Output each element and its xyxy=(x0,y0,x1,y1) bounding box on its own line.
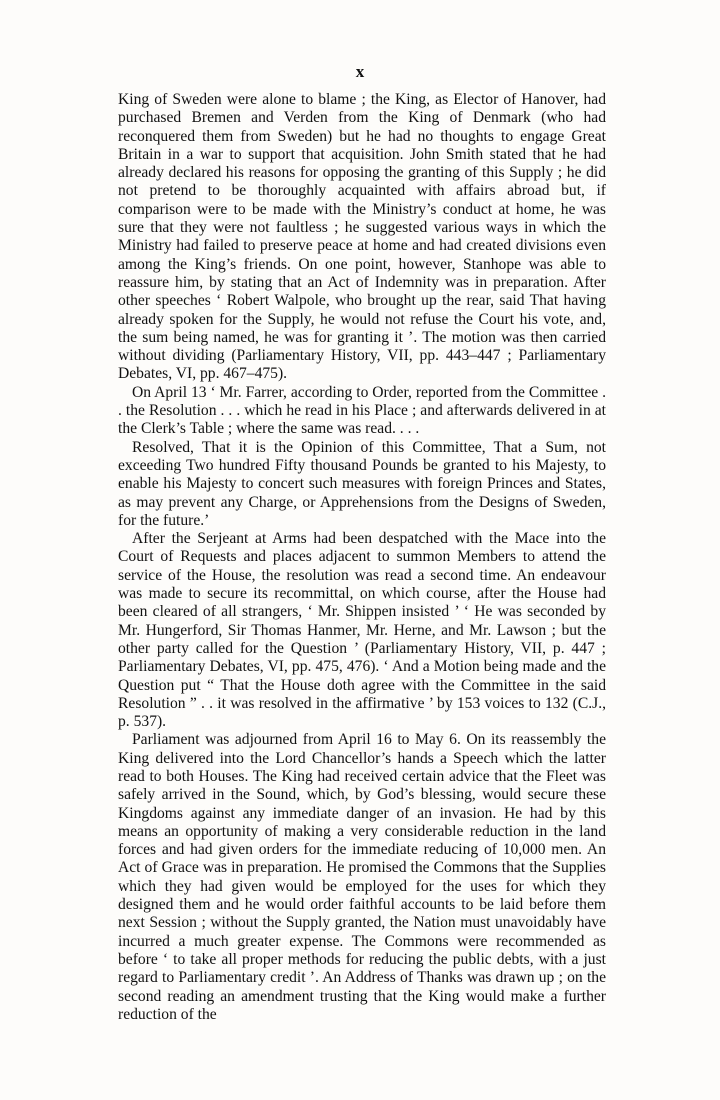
paragraph-4: After the Serjeant at Arms had been despatched with the Mace into the Court of Requests and places adjacent to summon Members to attend the service of the House, the resolution was read a second time. An endeavour was made to secure its recommittal, on which course, after the House had been cleared of all strangers, ‘ Mr. Shippen insisted ’ ‘ He was seconded by Mr. Hungerford, Sir Thomas Hanmer, Mr. Herne, and Mr. Lawson ; but the other party called for the Question ’ (Parliamentary History, VII, p. 447 ; Parliamentary Debates, VI, pp. 475, 476). ‘ And a Motion being made and the Question put “ That the House doth agree with the Committee in the said Resolution ” . . it was resolved in the affirmative ’ by 153 voices to 132 (C.J., p. 537). xyxy=(118,530,606,731)
page-number: x xyxy=(355,62,365,81)
body-text xyxy=(118,91,606,1024)
paragraph-3-resolution: Resolved, That it is the Opinion of this Committee, That a Sum, not exceeding Two hundred Fifty thousand Pounds be granted to his Majesty, to enable his Majesty to concert such measures with foreign Princes and States, as may prevent any Charge, or Apprehensions from the Designs of Sweden, for the future.’ xyxy=(118,438,606,529)
paragraph-5: Parliament was adjourned from April 16 to May 6. On its reassembly the King delivered into the Lord Chancellor’s hands a Speech which the latter read to both Houses. The King had received certain advice that the Fleet was safely arrived in the Sound, which, by God’s blessing, would secure these Kingdoms against any immediate danger of an invasion. He had by this means an opportunity of making a very considerable reduction in the land forces and had given orders for the immediate reducing of 10,000 men. An Act of Grace was in preparation. He promised the Commons that the Supplies which they had given would be employed for the uses for which they designed them and he would order faithful accounts to be laid before them next Session ; without the Supply granted, the Nation must unavoidably have incurred a much greater expense. The Commons were recommended as before ‘ to take all proper methods for reducing the public debts, with a just regard to Parliamentary credit ’. An Address of Thanks was drawn up ; on the second reading an amendment trusting that the King would make a further reduction of the xyxy=(118,731,606,1023)
paragraph-1: King of Sweden were alone to blame ; the King, as Elector of Hanover, had purchased Bremen and Verden from the King of Denmark (who had reconquered them from Sweden) but he had no thoughts to engage Great Britain in a war to support that acquisition. John Smith stated that he had already declared his reasons for opposing the granting of this Supply ; he did not pretend to be thoroughly acquainted with affairs abroad but, if comparison were to be made with the Ministry’s conduct at home, he was sure that they were not faultless ; he suggested various ways in which the Ministry had failed to preserve peace at home and had created divisions even among the King’s friends. On one point, however, Stanhope was able to reassure him, by stating that an Act of Indemnity was in preparation. After other speeches ‘ Robert Walpole, who brought up the rear, said That having already spoken for the Supply, he would not refuse the Court his vote, and, the sum being named, he was for granting it ’. The motion was then carried without dividing (Parliamentary History, VII, pp. 443–447 ; Parliamentary Debates, VI, pp. 467–475). xyxy=(118,91,606,383)
paragraph-2: On April 13 ‘ Mr. Farrer, according to Order, reported from the Committee . . the Resolution . . . which he read in his Place ; and afterwards delivered in at the Clerk’s Table ; where the same was read. . . . xyxy=(118,383,606,438)
